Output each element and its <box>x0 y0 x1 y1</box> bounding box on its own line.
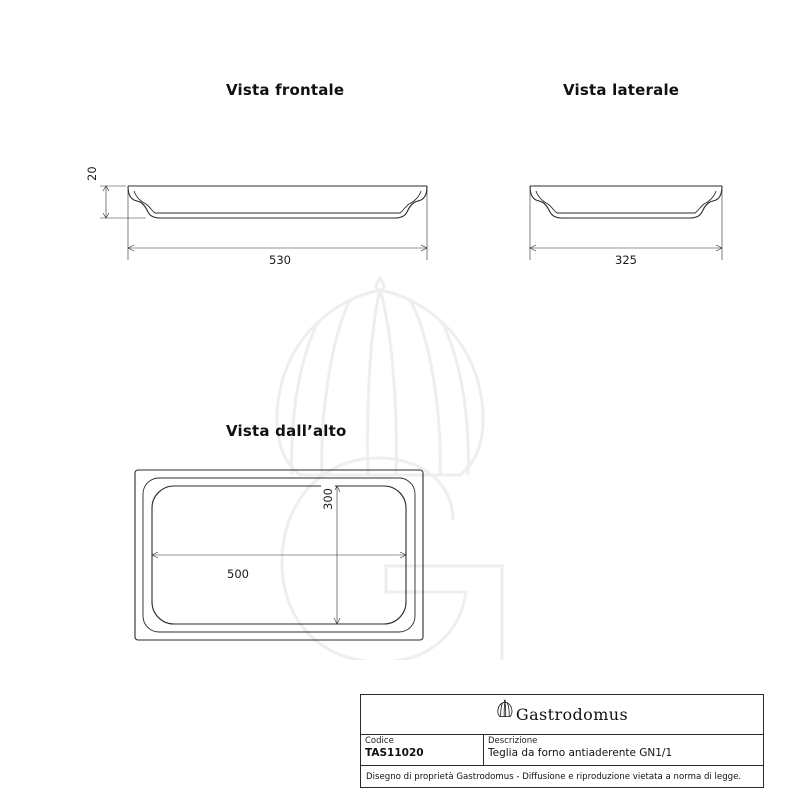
code-cell <box>361 735 484 765</box>
dimension-label-width-front: 530 <box>266 253 294 267</box>
code-header: Codice <box>365 736 394 746</box>
dimension-label-height-front: 20 <box>85 163 99 184</box>
brand-name: Gastrodomus <box>515 705 629 724</box>
description-value: Teglia da forno antiaderente GN1/1 <box>488 747 673 760</box>
view-title-top: Vista dall’alto <box>226 422 347 440</box>
title-block-footer: Disegno di proprietà Gastrodomus - Diffusione e riproduzione vietata a norma di legge. <box>366 771 742 782</box>
description-cell <box>484 735 763 765</box>
dimension-label-width-side: 325 <box>612 253 640 267</box>
dimension-label-length-top: 500 <box>224 567 252 581</box>
view-title-side: Vista laterale <box>563 81 680 99</box>
brand-logo <box>496 699 628 725</box>
dimension-label-depth-top: 300 <box>321 485 335 513</box>
title-block <box>360 694 764 788</box>
code-value: TAS11020 <box>365 747 424 760</box>
garlic-bulb-icon <box>496 699 514 725</box>
front-view-drawing <box>70 160 450 270</box>
title-block-fields <box>361 735 763 766</box>
top-view-drawing <box>110 450 450 670</box>
title-block-logo-row <box>361 695 763 735</box>
view-title-front: Vista frontale <box>226 81 345 99</box>
description-header: Descrizione <box>488 736 538 746</box>
